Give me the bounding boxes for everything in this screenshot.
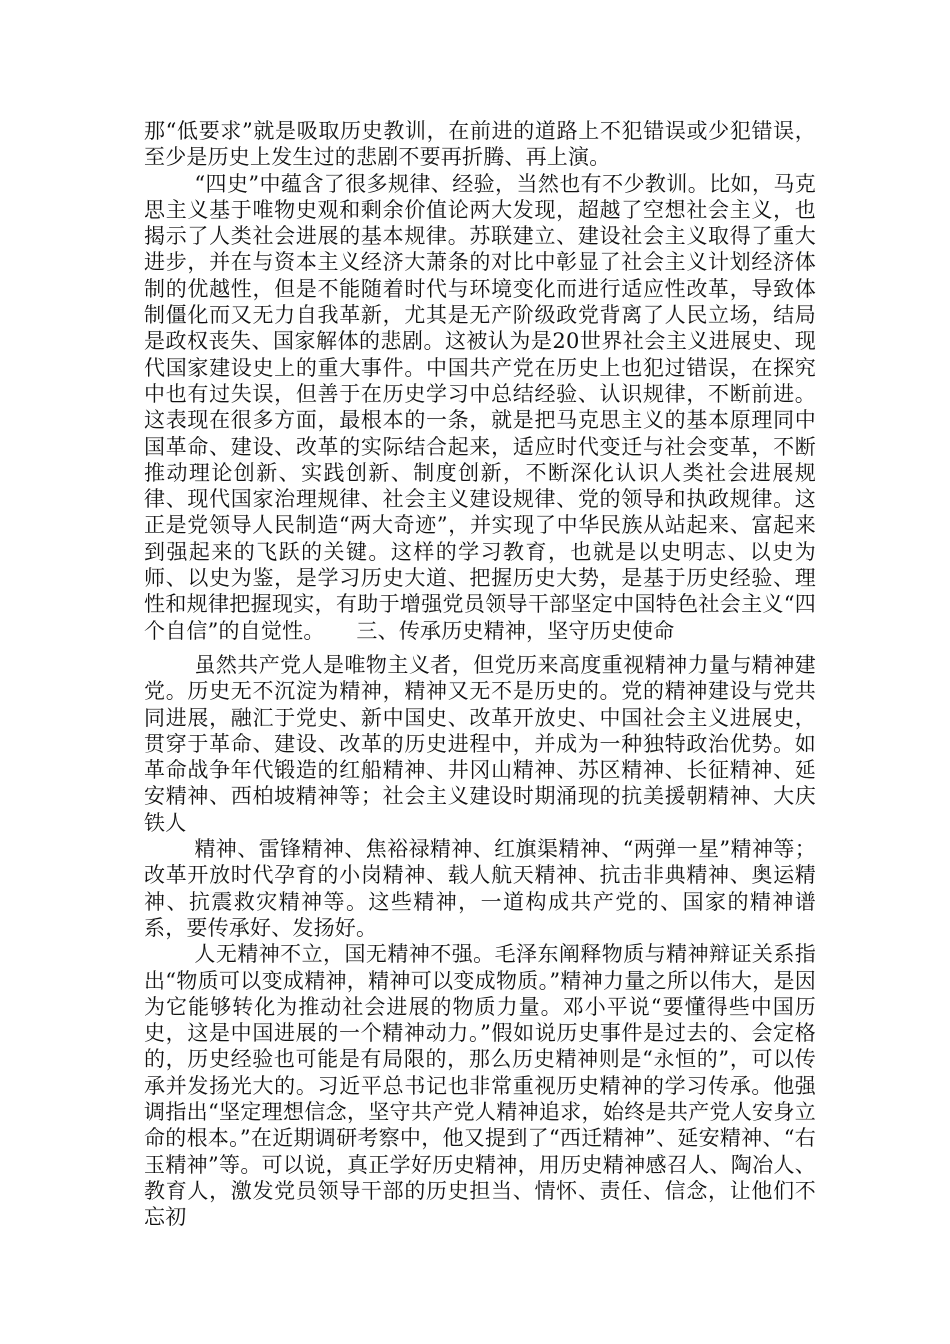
paragraph-2: “四史”中蕴含了很多规律、经验，当然也有不少教训。比如，马克思主义基于唯物史观和剩余价值论两大发现，超越了空想社会主义，也揭示了人类社会进展的基本规律。苏联建立、建设社会主义取得了重大进步，并在与资本主义经济大萧条的对比中彰显了社会主义计划经济体制的优越性，但是不能随着时代与环境变化而进行适应性改革，导致体制僵化而又无力自我革新，尤其是无产阶级政党背离了人民立场，结局是政权丧失、国家解体的悲剧。这被认为是20世界社会主义进展史、现代国家建设史上的重大事件。中国共产党在历史上也犯过错误，在探究中也有过失误，但善于在历史学习中总结经验、认识规律，不断前进。这表现在很多方面，最根本的一条，就是把马克思主义的基本原理同中国革命、建设、改革的实际结合起来，适应时代变迁与社会变革，不断推动理论创新、实践创新、制度创新，不断深化认识人类社会进展规律、现代国家治理规律、社会主义建设规律、党的领导和执政规律。这正是党领导人民制造“两大奇迹”，并实现了中华民族从站起来、富起来到强起来的飞跃的关键。这样的学习教育，也就是以史明志、以史为师、以史为鉴，是学习历史大道、把握历史大势，是基于历史经验、理性和规律把握现实，有助于增强党员领导干部坚定中国特色社会主义“四个自信”的自觉性。 三、传承历史精神，坚守历史使命: [144, 171, 816, 643]
paragraph-4: 精神、雷锋精神、焦裕禄精神、红旗渠精神、“两弹一星”精神等；改革开放时代孕育的小岗精神、载人航天精神、抗击非典精神、奥运精神、抗震救灾精神等。这些精神，一道构成共产党的、国家的精神谱系，要传承好、发扬好。: [144, 837, 816, 940]
paragraph-3: 虽然共产党人是唯物主义者，但党历来高度重视精神力量与精神建党。历史无不沉淀为精神，精神又无不是历史的。党的精神建设与党共同进展，融汇于党史、新中国史、改革开放史、中国社会主义进展史，贯穿于革命、建设、改革的历史进程中，并成为一种独特政治优势。如革命战争年代锻造的红船精神、井冈山精神、苏区精神、长征精神、延安精神、西柏坡精神等；社会主义建设时期涌现的抗美援朝精神、大庆铁人: [144, 652, 816, 835]
document-page: [144, 118, 816, 1230]
paragraph-5: 人无精神不立，国无精神不强。毛泽东阐释物质与精神辩证关系指出“物质可以变成精神，精神可以变成物质。”精神力量之所以伟大，是因为它能够转化为推动社会进展的物质力量。邓小平说“要懂得些中国历史，这是中国进展的一个精神动力。”假如说历史事件是过去的、会定格的，历史经验也可能是有局限的，那么历史精神则是“永恒的”，可以传承并发扬光大的。习近平总书记也非常重视历史精神的学习传承。他强调指出“坚定理想信念，坚守共产党人精神追求，始终是共产党人安身立命的根本。”在近期调研考察中，他又提到了“西迁精神”、延安精神、“右玉精神”等。可以说，真正学好历史精神，用历史精神感召人、陶冶人、教育人，激发党员领导干部的历史担当、情怀、责任、信念，让他们不忘初: [144, 942, 816, 1230]
paragraph-1: 那“低要求”就是吸取历史教训，在前进的道路上不犯错误或少犯错误，至少是历史上发生过的悲剧不要再折腾、再上演。: [144, 119, 816, 170]
